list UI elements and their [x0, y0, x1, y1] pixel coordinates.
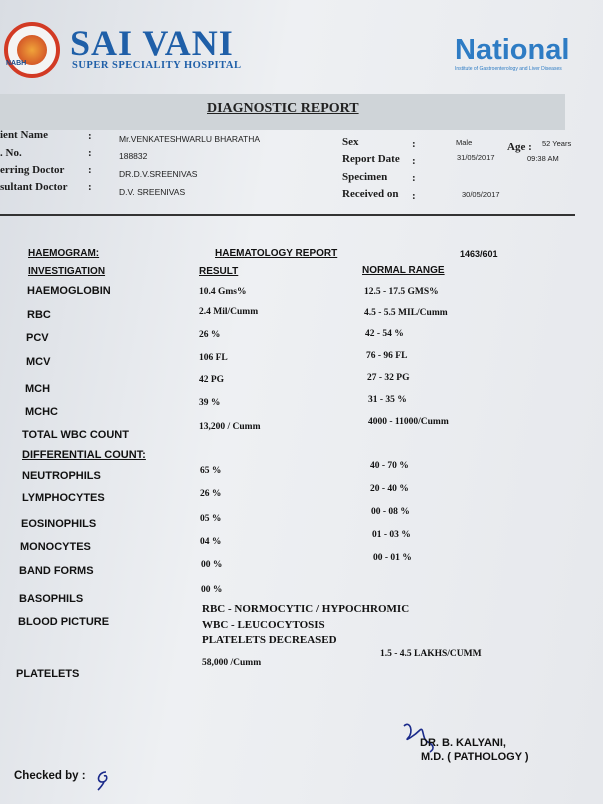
haematology-heading: HAEMATOLOGY REPORT [215, 248, 338, 259]
test-result-neutrophils: 65 % [200, 466, 222, 476]
blood-picture-wbc: WBC - LEUCOCYTOSIS [202, 619, 325, 631]
consultant-doctor: D.V. SREENIVAS [119, 187, 186, 197]
test-label-mchc: MCHC [25, 406, 58, 418]
header-divider [0, 214, 575, 216]
hospital-logo [4, 22, 60, 78]
colon: : [412, 172, 416, 184]
test-result-haemoglobin: 10.4 Gms% [199, 287, 247, 297]
differential-heading: DIFFERENTIAL COUNT: [22, 449, 146, 461]
colon: : [88, 147, 92, 159]
test-result-mch: 42 PG [199, 375, 225, 385]
signatory-name: DR. B. KALYANI, [420, 737, 506, 749]
test-label-platelets: PLATELETS [16, 668, 80, 680]
test-range-rbc: 4.5 - 5.5 MIL/Cumm [364, 308, 448, 318]
test-label-mcv: MCV [26, 356, 51, 368]
test-label-band-forms: BAND FORMS [19, 565, 94, 577]
test-label-haemoglobin: HAEMOGLOBIN [27, 285, 111, 297]
test-result-wbc: 13,200 / Cumm [199, 422, 261, 432]
referring-doctor: DR.D.V.SREENIVAS [119, 169, 198, 179]
blood-picture-rbc: RBC - NORMOCYTIC / HYPOCHROMIC [202, 603, 410, 615]
test-range-monocytes: 01 - 03 % [372, 530, 411, 540]
sex-value: Male [456, 138, 473, 147]
report-ref-no: 1463/601 [460, 249, 498, 259]
sex-label: Sex [342, 136, 359, 148]
col-investigation: INVESTIGATION [28, 266, 106, 277]
col-result: RESULT [199, 266, 239, 277]
test-label-eosinophils: EOSINOPHILS [21, 518, 97, 530]
test-range-eosinophils: 00 - 08 % [371, 507, 410, 517]
test-range-pcv: 42 - 54 % [365, 329, 404, 339]
test-label-wbc: TOTAL WBC COUNT [22, 429, 129, 441]
received-label: Received on [342, 188, 399, 200]
patient-no-label: . No. [0, 147, 22, 159]
age-value: 52 Years [542, 139, 572, 148]
age-label: Age : [507, 141, 532, 153]
patient-name-label: ient Name [0, 129, 48, 141]
test-label-neutrophils: NEUTROPHILS [22, 470, 101, 482]
checker-initial-mark [92, 768, 114, 792]
hospital-name: SAI VANI [70, 23, 234, 63]
test-label-lymphocytes: LYMPHOCYTES [22, 492, 105, 504]
patient-no: 188832 [119, 151, 148, 161]
hospital-subtitle: SUPER SPECIALITY HOSPITAL [72, 60, 242, 71]
test-range-wbc: 4000 - 11000/Cumm [368, 417, 449, 427]
colon: : [88, 181, 92, 193]
report-date-label: Report Date [342, 153, 400, 165]
test-range-mch: 27 - 32 PG [367, 373, 410, 383]
test-range-haemoglobin: 12.5 - 17.5 GMS% [364, 287, 439, 297]
test-result-mcv: 106 FL [199, 353, 228, 363]
test-range-platelets: 1.5 - 4.5 LAKHS/CUMM [380, 649, 482, 659]
received-date: 30/05/2017 [462, 190, 500, 199]
test-result-mchc: 39 % [199, 398, 221, 408]
test-label-monocytes: MONOCYTES [20, 541, 91, 553]
partner-subtitle: Institute of Gastroenterology and Liver Diseases [455, 66, 562, 72]
test-result-platelets: 58,000 /Cumm [202, 658, 262, 668]
haemogram-heading: HAEMOGRAM: [28, 248, 100, 259]
signatory-title: M.D. ( PATHOLOGY ) [421, 751, 529, 763]
patient-name: Mr.VENKATESHWARLU BHARATHA [119, 134, 261, 144]
referring-doctor-label: erring Doctor [0, 164, 65, 176]
colon: : [88, 130, 92, 142]
test-result-pcv: 26 % [199, 330, 221, 340]
test-range-mcv: 76 - 96 FL [366, 351, 408, 361]
test-result-eosinophils: 05 % [200, 514, 222, 524]
colon: : [88, 164, 92, 176]
test-result-lymphocytes: 26 % [200, 489, 222, 499]
blood-picture-platelets: PLATELETS DECREASED [202, 634, 337, 646]
report-time: 09:38 AM [527, 154, 559, 163]
checked-by-label: Checked by : [14, 770, 86, 782]
report-date: 31/05/2017 [457, 153, 495, 162]
consultant-doctor-label: sultant Doctor [0, 181, 68, 193]
colon: : [412, 190, 416, 202]
test-result-rbc: 2.4 Mil/Cumm [199, 307, 259, 317]
specimen-label: Specimen [342, 171, 388, 183]
test-label-rbc: RBC [27, 309, 51, 321]
test-range-lymphocytes: 20 - 40 % [370, 484, 409, 494]
test-range-band-forms: 00 - 01 % [373, 553, 412, 563]
blood-picture-label: BLOOD PICTURE [18, 616, 110, 628]
test-label-basophils: BASOPHILS [19, 593, 84, 605]
colon: : [412, 138, 416, 150]
colon: : [412, 155, 416, 167]
test-range-neutrophils: 40 - 70 % [370, 461, 409, 471]
test-result-band-forms: 00 % [201, 560, 223, 570]
test-label-mch: MCH [25, 383, 51, 395]
test-range-mchc: 31 - 35 % [368, 395, 407, 405]
col-normal-range: NORMAL RANGE [362, 265, 445, 276]
test-label-pcv: PCV [26, 332, 49, 344]
test-result-basophils: 00 % [201, 585, 223, 595]
partner-logo: National [455, 34, 570, 66]
nabh-badge: NABH [6, 60, 27, 67]
test-result-monocytes: 04 % [200, 537, 222, 547]
report-title: DIAGNOSTIC REPORT [207, 101, 359, 116]
